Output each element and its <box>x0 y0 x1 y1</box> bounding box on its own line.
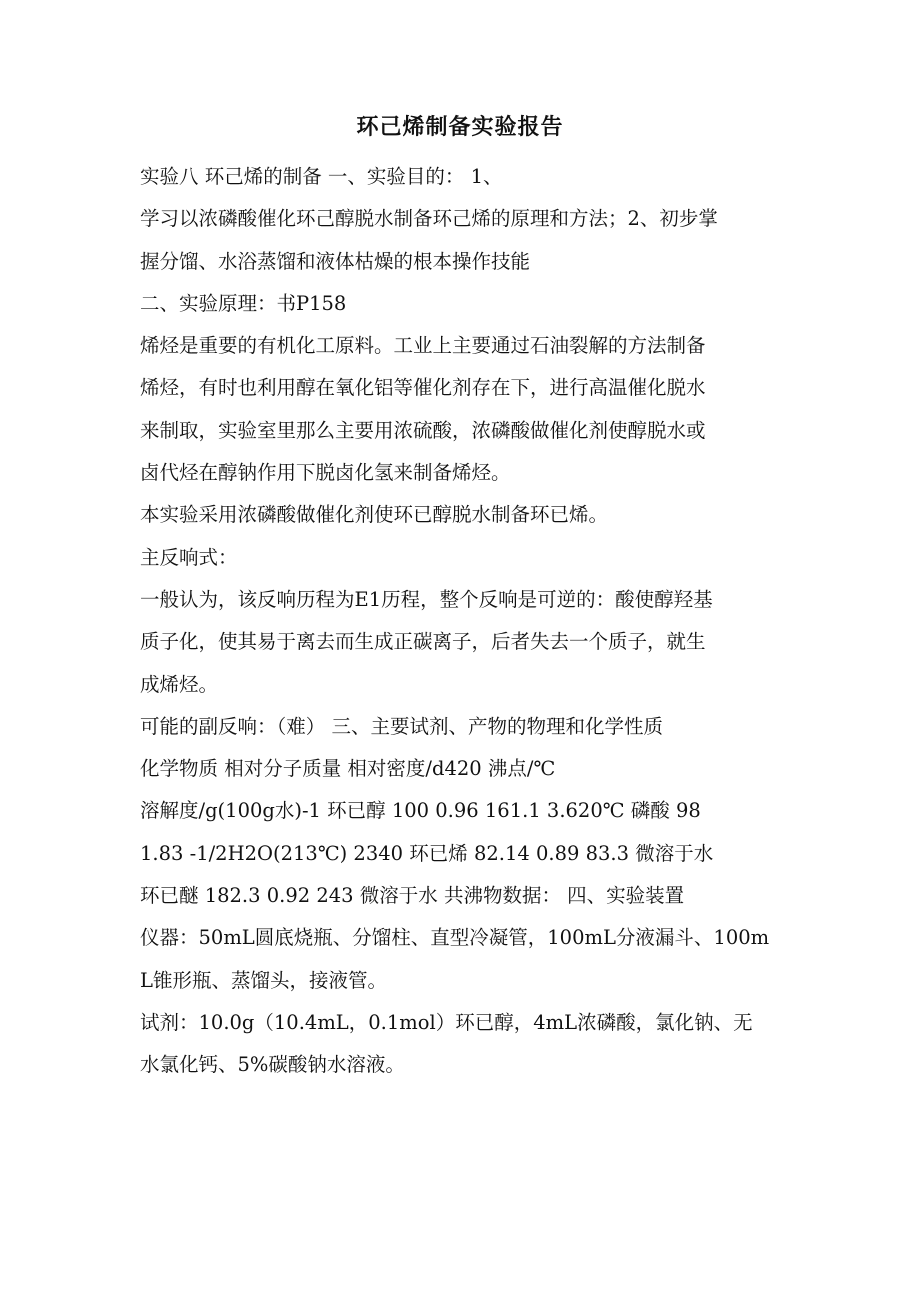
text-line: 烯烃，有时也利用醇在氧化铝等催化剂存在下，进行高温催化脱水 <box>140 376 706 400</box>
text-line: 烯烃是重要的有机化工原料。工业上主要通过石油裂解的方法制备 <box>140 334 706 358</box>
text-line: 水氯化钙、5%碳酸钠水溶液。 <box>140 1053 405 1077</box>
text-line: 仪器：50mL圆底烧瓶、分馏柱、直型冷凝管，100mL分液漏斗、100m <box>140 926 770 950</box>
text-line: 一般认为，该反响历程为E1历程，整个反响是可逆的：酸使醇羟基 <box>140 587 713 611</box>
text-line: 学习以浓磷酸催化环己醇脱水制备环己烯的原理和方法；2、初步掌 <box>140 207 718 231</box>
document-title: 环己烯制备实验报告 <box>356 115 564 140</box>
text-line: 质子化，使其易于离去而生成正碳离子，后者失去一个质子，就生 <box>140 630 706 654</box>
text-line: 可能的副反响：（难） 三、主要试剂、产物的物理和化学性质 <box>140 714 663 738</box>
text-line: 溶解度/g(100g水)-1 环已醇 100 0.96 161.1 3.620℃ 磷酸 98 <box>140 799 701 823</box>
text-line: 二、实验原理：书P158 <box>140 291 347 315</box>
text-line: 环已醚 182.3 0.92 243 微溶于水 共沸物数据： 四、实验装置 <box>140 884 685 908</box>
document-body <box>140 156 790 1087</box>
text-line: 成烯烃。 <box>140 672 219 696</box>
text-line: 化学物质 相对分子质量 相对密度/d420 沸点/℃ <box>140 757 556 781</box>
text-line: 主反响式： <box>140 545 238 569</box>
text-line: 握分馏、水浴蒸馏和液体枯燥的根本操作技能 <box>140 249 531 273</box>
text-line: 来制取，实验室里那么主要用浓硫酸，浓磷酸做催化剂使醇脱水或 <box>140 418 706 442</box>
text-line: 试剂：10.0g（10.4mL，0.1mol）环已醇，4mL浓磷酸，氯化钠、无 <box>140 1010 753 1034</box>
text-line: L锥形瓶、蒸馏头，接液管。 <box>140 968 387 992</box>
text-line: 实验八 环己烯的制备 一、实验目的： 1、 <box>140 165 503 188</box>
text-line: 本实验采用浓磷酸做催化剂使环已醇脱水制备环已烯。 <box>140 503 609 527</box>
text-line: 卤代烃在醇钠作用下脱卤化氢来制备烯烃。 <box>140 461 511 485</box>
text-line: 1.83 -1/2H2O(213℃) 2340 环已烯 82.14 0.89 83.3 微溶于水 <box>140 841 714 865</box>
